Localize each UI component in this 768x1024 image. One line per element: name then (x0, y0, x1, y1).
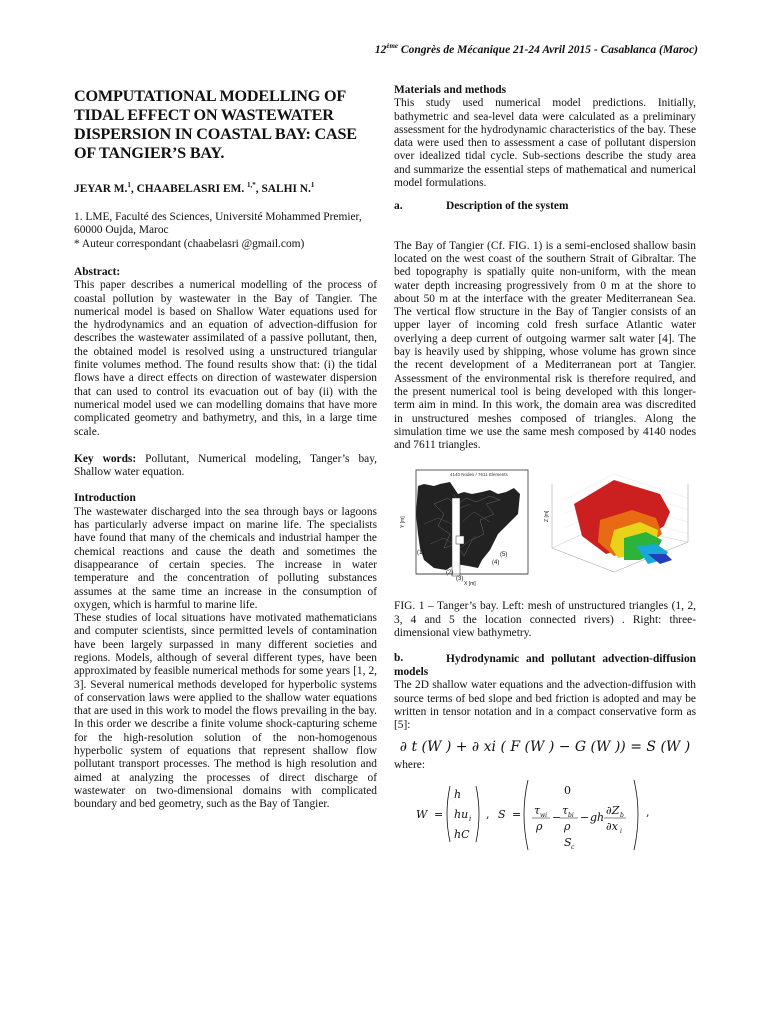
keywords: Key words: Pollutant, Numerical modeling, Tanger’s bay, Shallow water equation. (74, 452, 377, 479)
mesh-ylabel: Y [m] (400, 516, 406, 529)
svg-text:=: = (512, 807, 522, 821)
svg-text:h: h (454, 787, 462, 801)
section-b-title: Hydrodynamic and pollutant advection-diffusion models (394, 652, 696, 678)
mesh-label-2: (2) (446, 570, 454, 577)
author-list: JEYAR M.$^1$, CHAABELASRI EM. $^{1,*}$, SALHI N.$^1$ (74, 181, 315, 195)
introduction-paragraph-1: The wastewater discharged into the sea through bays or lagoons has particularly adverse impact on marine life. The specialists have found that many of the chemicals and industrial hamper the chemical reactions and cause the death and sometimes the disappearance of certain species. The increase in water temperature and the concentration of polluting substances assumes at the same time an increase in the consumption of oxygen, which is harmful to marine life. (74, 505, 377, 611)
svg-text:∂x: ∂x (606, 819, 618, 833)
bathymetry-3d-plot (544, 464, 694, 588)
svg-text:hC: hC (454, 827, 470, 841)
section-b-text: The 2D shallow water equations and the advection-diffusion with source terms of bed slope and bed friction is adopted and may be written in tensor notation and in a compact conservative form as [5]: (394, 679, 696, 732)
svg-text:wi: wi (540, 811, 548, 819)
svg-text:,: , (486, 807, 490, 821)
conference-header: 12ème Congrès de Mécanique 21-24 Avril 2015 - Casablanca (Maroc) (374, 42, 698, 56)
svg-text:ρ: ρ (564, 819, 571, 833)
equation-where: where: (394, 758, 425, 771)
svg-text:S: S (498, 807, 506, 821)
svg-text:−: − (580, 810, 590, 824)
svg-text:−: − (552, 810, 562, 824)
governing-equation: ∂ t (W ) + ∂ xi ( F (W ) − G (W )) = S (W ) (399, 739, 691, 756)
figure-caption: FIG. 1 – Tanger’s bay. Left: mesh of unstructured triangles (1, 2, 3, 4 and 5 the location connected rivers) . Right: three-dimensional view bathymetry. (394, 600, 696, 640)
mesh-xlabel: X [m] (464, 581, 476, 588)
left-column (74, 84, 377, 812)
svg-text:=: = (434, 807, 444, 821)
svg-text:b: b (620, 811, 624, 819)
svg-text:,: , (646, 805, 650, 819)
section-a-heading: a. Description of the system (394, 200, 569, 213)
svg-text:i: i (620, 827, 622, 835)
affiliation: 1. LME, Faculté des Sciences, Université Mohammed Premier, 60000 Oujda, Maroc * Auteur correspondant (chaabelasri @gmail.com) (74, 211, 362, 250)
svg-text:i: i (469, 814, 472, 823)
svg-text:S: S (564, 835, 572, 849)
mesh-title: 4140 Nodes / 7611 Elements (450, 472, 508, 478)
svg-text:∂Z: ∂Z (606, 803, 620, 817)
paper-title: COMPUTATIONAL MODELLING OF TIDAL EFFECT ON WASTEWATER DISPERSION IN COASTAL BAY: CASE OF TANGIER’S BAY. (74, 87, 357, 162)
svg-text:ρ: ρ (536, 819, 543, 833)
svg-text:bi: bi (568, 811, 574, 819)
mesh-plot (394, 464, 534, 588)
svg-text:τ: τ (534, 803, 541, 817)
mesh-label-4: (4) (492, 560, 500, 567)
abstract-text: This paper describes a numerical modelling of the process of coastal pollution by wastewater in the Bay of Tangier. The numerical model is based on Shallow Water equations used for the hydrodynamics and an equation of advection-diffusion for describes the wastewater assimilated of a passive pollutant, then, the obtained model is resolved using a unstructured triangular finite volumes method. The found results show that: (i) the tidal flows have a direct effects on direction of wastewater dispersion that can used to control its evacuation out of bay (ii) with the numerical model used we can modelling domains that have more complicated geometry and bathymetry, and this, in a large time scale. (74, 279, 377, 438)
bathymetry-zlabel: Z [m] (544, 511, 550, 523)
materials-heading: Materials and methods (394, 84, 507, 96)
mesh-label-1: (1) (417, 550, 425, 557)
svg-text:W: W (416, 807, 428, 821)
svg-text:0: 0 (564, 783, 571, 797)
introduction-paragraph-2: These studies of local situations have motivated mathematicians and computer scientists, since permitted levels of contamination have been largely surpassed in many different societies and regions. Models, although of several different types, have been approximated by feasible numerical methods for some years [1, 2, 3]. Several numerical methods developed for hyperbolic systems of conservation laws were applied to the shallow water equations that are used in this work to model the flows prevailing in the bay. In this order we describe a finite volume shock-capturing scheme for the high-resolution solution of the non-homogenous hyperbolic system of equations that represent shallow flow pollutant transport processes. The method is high resolution and aimed at analyzing the processes of direct discharge of wastewater on two-dimensional domains with complicated boundary and bed geometry, such as the Bay of Tangier. (74, 612, 377, 811)
introduction-heading: Introduction (74, 492, 136, 505)
mesh-label-3: (3) (456, 576, 464, 583)
section-b-heading: b. (394, 652, 404, 665)
svg-text:τ: τ (562, 803, 569, 817)
figure-1 (394, 464, 696, 588)
svg-text:c: c (571, 843, 575, 851)
section-a-text: The Bay of Tangier (Cf. FIG. 1) is a semi-enclosed shallow basin located on the west coast of the southern Strait of Gibraltar. The bed topography is spatially quite non-uniform, with the mean water depth increasing progressively from 0 m at the shore to about 50 m at the interface with the greater Mediterranean Sea. The vertical flow structure in the Bay of Tangier consists of an upper layer of incoming cold fresh surface Atlantic water overlying a deep current of outgoing warmer salt water [4]. The bay is heavily used by shipping, whose volume has grown since the recent development of a Mediterranean port at Tangier. Assessment of the environmental risk is therefore required, and the present numerical tool is being developed with this longer-term aim in mind. In this work, the domain area was discredited in unstructured meshes composed of triangles. Along the simulation time we use the same mesh composed by 4140 nodes and 7611 triangles. (394, 239, 696, 452)
vector-definitions (394, 776, 696, 858)
svg-text:gh: gh (590, 810, 605, 824)
materials-text: This study used numerical model predictions. Initially, bathymetric and sea-level data were calculated as a preliminary assessment for the hydrodynamic characteristics of the bay. These data were used then to assessment a case of pollutant dispersion over idealized tidal cycle. Sub-sections describe the study area and summarize the essential steps of mathematical and numerical model formulations. (394, 97, 696, 190)
abstract-heading: Abstract: (74, 265, 121, 278)
mesh-label-5: (5) (500, 552, 508, 559)
svg-text:hu: hu (454, 807, 469, 821)
right-column (394, 84, 696, 858)
